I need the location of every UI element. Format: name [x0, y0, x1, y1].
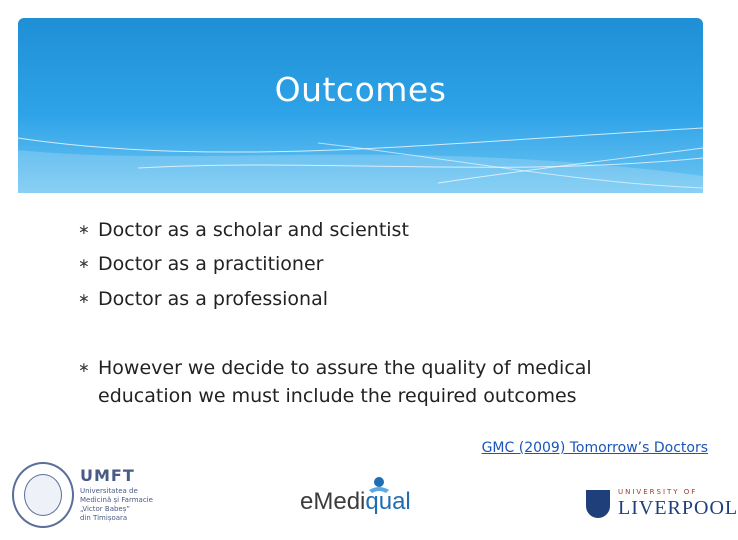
bullet-marker-icon: ∗: [78, 291, 90, 307]
umft-logo: [10, 460, 152, 532]
umft-logo-subtitle: Universitatea de Medicină și Farmacie „Victor Babeș” din Timișoara: [80, 487, 153, 522]
bullet-item: [78, 354, 658, 410]
umft-logo-name: UMFT: [80, 466, 135, 485]
reference-link[interactable]: GMC (2009) Tomorrow’s Doctors: [481, 440, 708, 456]
bullet-item: [78, 250, 658, 278]
bullet-text: However we decide to assure the quality of medical education we must include the required outcomes: [98, 357, 592, 407]
bullet-marker-icon: ∗: [78, 256, 90, 272]
bullet-item: [78, 285, 658, 313]
liverpool-logo-name: LIVERPOOL: [618, 497, 738, 519]
emediqual-wordmark: eMediqual: [300, 488, 411, 515]
bullet-item: [78, 216, 658, 244]
liverpool-crest-icon: [586, 490, 610, 518]
bullet-text: Doctor as a professional: [98, 288, 329, 310]
emediqual-logo: [292, 474, 414, 524]
title-banner: [18, 18, 703, 193]
bullet-text: Doctor as a practitioner: [98, 253, 324, 275]
bullet-marker-icon: ∗: [78, 360, 90, 376]
slide-title: Outcomes: [274, 70, 447, 109]
umft-seal-icon: [12, 462, 74, 528]
liverpool-logo: [586, 486, 738, 526]
bullet-marker-icon: ∗: [78, 222, 90, 238]
bullet-text: Doctor as a scholar and scientist: [98, 219, 409, 241]
liverpool-logo-top: UNIVERSITY OF: [618, 488, 698, 496]
